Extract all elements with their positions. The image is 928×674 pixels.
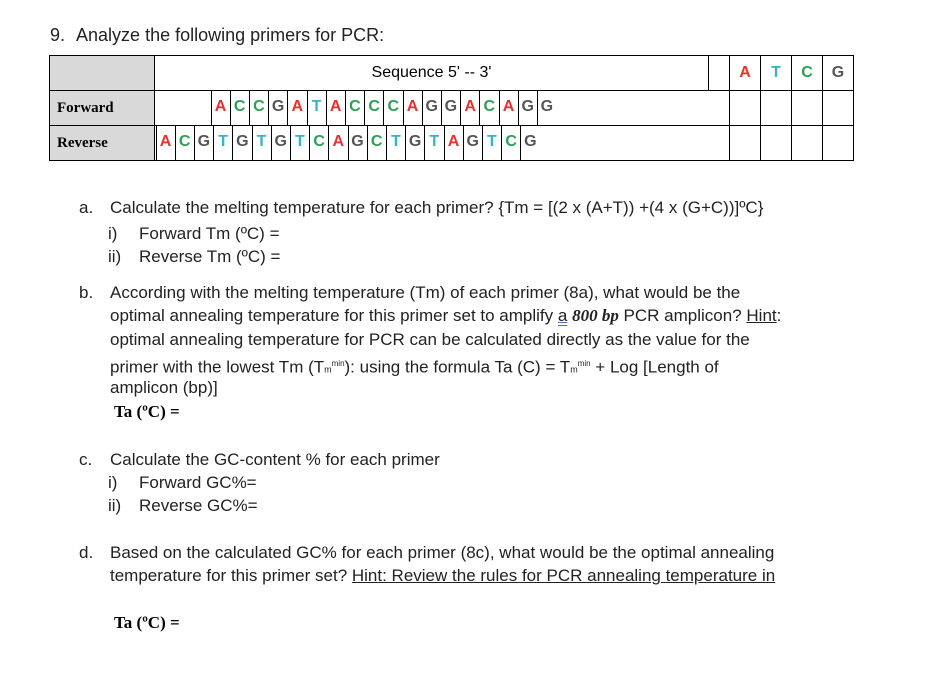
legend-g: G <box>822 55 854 91</box>
base-t: T <box>311 98 322 115</box>
forward-row-label: Forward <box>49 90 155 126</box>
base-g: G <box>236 133 249 150</box>
count-cell <box>729 125 761 161</box>
reverse-row-label: Reverse <box>49 125 155 161</box>
base-g: G <box>540 98 554 115</box>
part-d-line-2: temperature for this primer set? Hint: Review the rules for PCR annealing temperature in <box>110 566 776 585</box>
base-a: A <box>447 133 460 150</box>
part-b-line-4: primer with the lowest Tm $(Tm^{min})$: using the formula Ta $(C) = Tm^{min}$ + Log [Length of <box>110 357 719 377</box>
base-a: A <box>406 98 419 115</box>
base-t: T <box>295 133 305 150</box>
part-a-item-2-text: Reverse Tm (ºC) = <box>139 247 281 266</box>
base-g: G <box>274 133 287 150</box>
part-b-answer-label: Ta (ºC) = <box>114 402 180 421</box>
base-c: C <box>178 133 191 150</box>
base-c: C <box>313 133 325 150</box>
legend-t: T <box>760 55 792 91</box>
base-c: C <box>387 98 400 115</box>
spacer-cell <box>708 55 730 91</box>
base-t: T <box>256 133 267 150</box>
base-g: G <box>351 133 364 150</box>
part-a-item-1-text: Forward Tm (ºC) = <box>139 224 280 243</box>
question-number: 9. <box>50 25 66 45</box>
base-t: T <box>218 133 228 150</box>
base-a: A <box>464 98 476 115</box>
question-text: Analyze the following primers for PCR: <box>76 25 385 45</box>
hint-label: Hint <box>746 306 777 325</box>
count-cell <box>822 90 854 126</box>
part-a-item-1-num: i) <box>108 224 118 243</box>
base-c: C <box>233 98 246 115</box>
base-a: A <box>291 98 304 115</box>
base-c: C <box>368 98 380 115</box>
base-g: G <box>197 133 211 150</box>
base-c: C <box>483 98 496 115</box>
part-b-letter: b. <box>79 283 94 302</box>
part-c-letter: c. <box>79 450 93 469</box>
base-divider <box>156 125 157 161</box>
count-cell <box>822 125 854 161</box>
base-a: A <box>329 98 342 115</box>
base-g: G <box>271 98 285 115</box>
base-c: C <box>349 98 361 115</box>
part-b-line-3: optimal annealing temperature for PCR can be calculated directly as the value for the <box>110 330 750 349</box>
part-a-letter: a. <box>79 198 94 217</box>
part-c-item-1-text: Forward GC%= <box>139 473 257 492</box>
sequence-header: Sequence 5' -- 3' <box>154 55 709 91</box>
part-b-line-1: According with the melting temperature (Tm) of each primer (8a), what would be the <box>110 283 741 302</box>
base-g: G <box>425 98 438 115</box>
part-d-answer-label: Ta (ºC) = <box>114 613 180 632</box>
base-a: A <box>332 133 345 150</box>
part-d-letter: d. <box>79 543 94 562</box>
base-a: A <box>214 98 227 115</box>
base-a: A <box>159 133 172 150</box>
part-b-line-2: optimal annealing temperature for this primer set to amplify a 800 bp PCR amplicon? Hint: <box>110 306 782 325</box>
base-c: C <box>505 133 517 150</box>
part-c-item-1-num: i) <box>108 473 118 492</box>
base-divider <box>211 90 212 126</box>
count-cell <box>760 125 792 161</box>
base-c: C <box>253 98 265 115</box>
base-t: T <box>391 133 401 150</box>
base-t: T <box>429 133 440 150</box>
part-c-text: Calculate the GC-content % for each primer <box>110 450 440 469</box>
base-a: A <box>502 98 515 115</box>
count-cell <box>791 90 823 126</box>
part-b-line-5: amplicon (bp)] <box>110 378 218 397</box>
count-cell <box>791 125 823 161</box>
lecture-notes-hint: Hint: Review the rules for PCR annealing temperature in <box>351 566 776 585</box>
legend-c: C <box>791 55 823 91</box>
base-g: G <box>408 133 422 150</box>
base-g: G <box>466 133 479 150</box>
header-corner-cell <box>49 55 155 91</box>
base-t: T <box>487 133 497 150</box>
count-cell <box>729 90 761 126</box>
part-c-item-2-num: ii) <box>108 496 122 515</box>
question-title <box>50 24 384 48</box>
base-g: G <box>444 98 458 115</box>
base-g: G <box>521 98 534 115</box>
count-cell <box>760 90 792 126</box>
base-g: G <box>524 133 537 150</box>
part-d-line-1: Based on the calculated GC% for each primer (8c), what would be the optimal annealing <box>110 543 775 562</box>
part-c-item-2-text: Reverse GC%= <box>139 496 258 515</box>
base-c: C <box>370 133 383 150</box>
part-a-item-2-num: ii) <box>108 247 122 266</box>
legend-a: A <box>729 55 761 91</box>
part-a-text: Calculate the melting temperature for each primer? {Tm = [(2 x (A+T)) +(4 x (G+C))]ºC} <box>110 198 764 217</box>
